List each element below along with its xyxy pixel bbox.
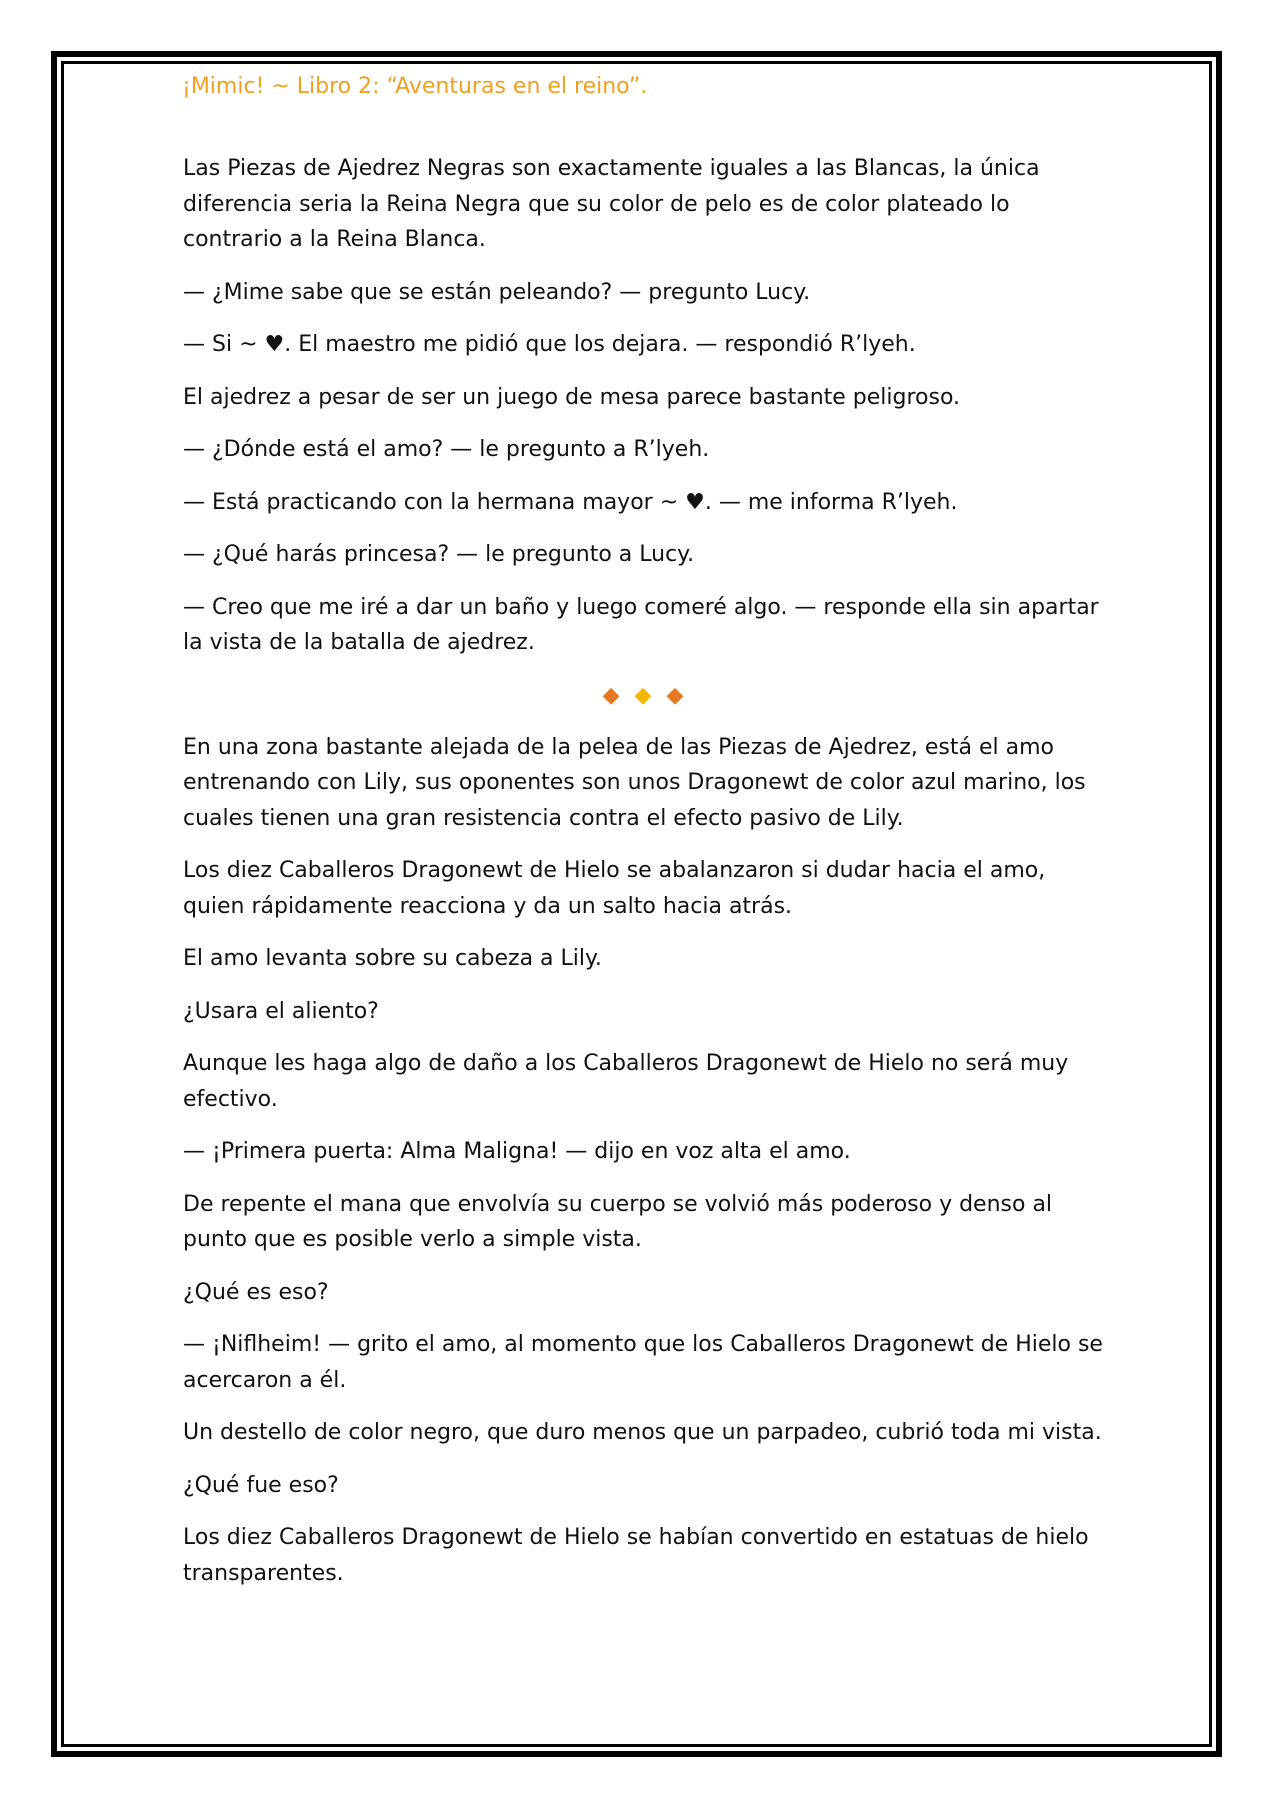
section-separator (183, 678, 1103, 713)
dialogue-line: — Creo que me iré a dar un baño y luego comeré algo. — responde ella sin apartar la vista de la batalla de ajedrez. (183, 594, 1099, 655)
paragraph: Aunque les haga algo de daño a los Caballeros Dragonewt de Hielo no será muy efectivo. (183, 1051, 1069, 1112)
dialogue-line: — ¿Dónde está el amo? — le pregunto a R’lyeh. (183, 437, 710, 462)
dialogue-line: — ¡Niflheim! — grito el amo, al momento que los Caballeros Dragonewt de Hielo se acercaron a él. (183, 1332, 1103, 1393)
paragraph: ¿Usara el aliento? (183, 998, 379, 1024)
paragraph: De repente el mana que envolvía su cuerpo se volvió más poderoso y denso al punto que es posible verlo a simple vista. (183, 1191, 1053, 1252)
paragraph: Un destello de color negro, que duro menos que un parpadeo, cubrió toda mi vista. (183, 1420, 1102, 1445)
dialogue-line: — Está practicando con la hermana mayor ~ ♥. — me informa R’lyeh. (183, 489, 958, 515)
dialogue-line: — ¿Mime sabe que se están peleando? — pregunto Lucy. (183, 279, 811, 305)
paragraph: El amo levanta sobre su cabeza a Lily. (183, 946, 602, 971)
paragraph: Los diez Caballeros Dragonewt de Hielo se habían convertido en estatuas de hielo transparentes. (183, 1525, 1089, 1586)
paragraph: Las Piezas de Ajedrez Negras son exactamente iguales a las Blancas, la única diferencia seria la Reina Negra que su color de pelo es de color plateado lo contrario a la Reina Blanca. (183, 156, 1040, 252)
paragraph: ¿Qué fue eso? (183, 1472, 339, 1498)
diamond-icon: ◆ (602, 682, 620, 708)
body-text (183, 151, 1103, 1608)
diamond-icon: ◆ (666, 682, 684, 708)
paragraph: ¿Qué es eso? (183, 1279, 329, 1305)
paragraph: Los diez Caballeros Dragonewt de Hielo se abalanzaron si dudar hacia el amo, quien rápidamente reacciona y da un salto hacia atrás. (183, 858, 1046, 919)
paragraph: El ajedrez a pesar de ser un juego de mesa parece bastante peligroso. (183, 384, 961, 410)
dialogue-line: — ¿Qué harás princesa? — le pregunto a Lucy. (183, 542, 695, 567)
running-header: ¡Mimic! ~ Libro 2: “Aventuras en el reino”. (182, 74, 648, 99)
paragraph: En una zona bastante alejada de la pelea de las Piezas de Ajedrez, está el amo entrenando con Lily, sus oponentes son unos Dragonewt de color azul marino, los cuales tienen una gran resistencia contra el efecto pasivo de Lily. (183, 734, 1086, 831)
diamond-icon: ◆ (634, 682, 652, 708)
dialogue-line: — Si ~ ♥. El maestro me pidió que los dejara. — respondió R’lyeh. (183, 332, 916, 357)
dialogue-line: — ¡Primera puerta: Alma Maligna! — dijo en voz alta el amo. (183, 1139, 851, 1164)
